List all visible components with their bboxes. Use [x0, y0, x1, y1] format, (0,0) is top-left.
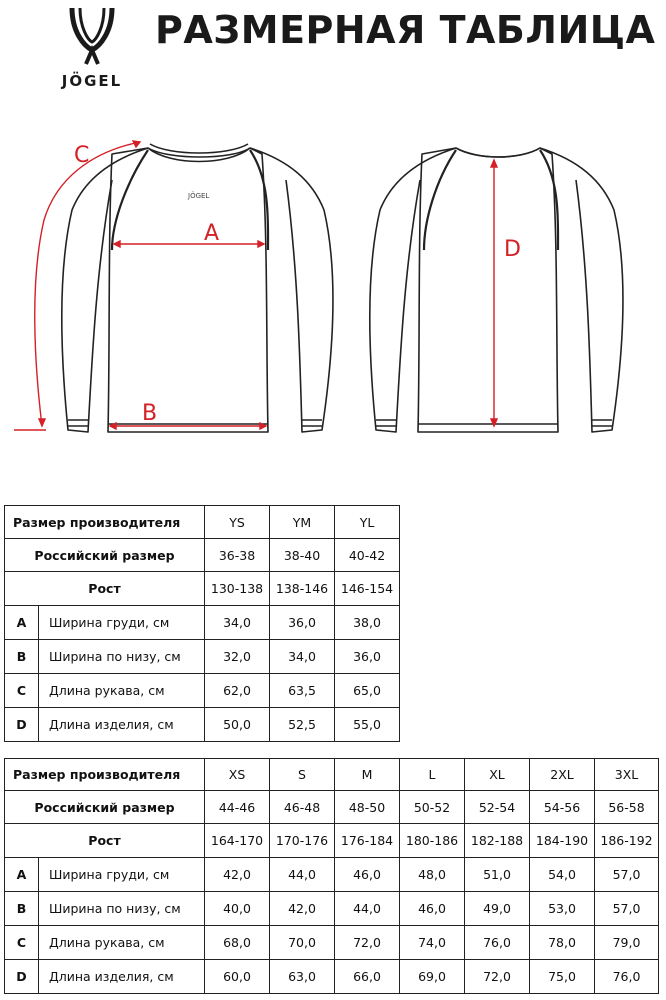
size-cell: XS: [205, 759, 270, 791]
front-left-sleeve: [62, 148, 148, 432]
measure-label: Длина рукава, см: [39, 926, 205, 960]
value-cell: 70,0: [270, 926, 335, 960]
height-cell: 170-176: [270, 824, 335, 858]
russian-size-cell: 54-56: [530, 791, 595, 824]
table-row: [5, 708, 400, 742]
measure-letter: A: [5, 858, 39, 892]
back-body-outline: [418, 148, 558, 432]
back-right-sleeve: [540, 148, 623, 432]
table-row: [5, 926, 659, 960]
value-cell: 62,0: [205, 674, 270, 708]
value-cell: 65,0: [335, 674, 400, 708]
height-cell: 182-188: [465, 824, 530, 858]
measure-letter: B: [5, 892, 39, 926]
front-chest-logo: JÖGEL: [188, 192, 210, 200]
height-cell: 180-186: [400, 824, 465, 858]
measure-label: Ширина груди, см: [39, 606, 205, 640]
measure-letter: B: [5, 640, 39, 674]
measure-label: Ширина груди, см: [39, 858, 205, 892]
value-cell: 44,0: [270, 858, 335, 892]
measure-letter: D: [5, 708, 39, 742]
table-row: [5, 606, 400, 640]
value-cell: 46,0: [400, 892, 465, 926]
header-label: Размер производителя: [5, 759, 205, 791]
value-cell: 36,0: [335, 640, 400, 674]
value-cell: 57,0: [595, 858, 659, 892]
measure-letter: C: [5, 674, 39, 708]
height-cell: 186-192: [595, 824, 659, 858]
value-cell: 69,0: [400, 960, 465, 994]
value-cell: 76,0: [595, 960, 659, 994]
value-cell: 32,0: [205, 640, 270, 674]
header-label: Размер производителя: [5, 506, 205, 539]
value-cell: 78,0: [530, 926, 595, 960]
measure-d: [491, 160, 497, 426]
value-cell: 53,0: [530, 892, 595, 926]
value-cell: 44,0: [335, 892, 400, 926]
measure-label: Ширина по низу, см: [39, 892, 205, 926]
front-view: [62, 144, 333, 432]
value-cell: 63,5: [270, 674, 335, 708]
measure-letter: D: [5, 960, 39, 994]
label-a: A: [204, 221, 220, 246]
height-cell: 146-154: [335, 572, 400, 606]
size-cell: XL: [465, 759, 530, 791]
front-body-outline: [108, 148, 268, 432]
size-table-adult: [4, 758, 659, 994]
brand-name: JÖGEL: [61, 72, 123, 90]
measure-label: Ширина по низу, см: [39, 640, 205, 674]
measure-label: Длина рукава, см: [39, 674, 205, 708]
value-cell: 60,0: [205, 960, 270, 994]
russian-size-cell: 38-40: [270, 539, 335, 572]
back-left-sleeve: [370, 148, 456, 432]
height-label: Рост: [5, 824, 205, 858]
table-row: [5, 960, 659, 994]
size-cell: L: [400, 759, 465, 791]
table-row: [5, 858, 659, 892]
value-cell: 51,0: [465, 858, 530, 892]
value-cell: 72,0: [335, 926, 400, 960]
value-cell: 42,0: [270, 892, 335, 926]
value-cell: 48,0: [400, 858, 465, 892]
label-b: B: [142, 401, 158, 426]
front-right-sleeve: [250, 148, 333, 432]
size-cell: YS: [205, 506, 270, 539]
russian-size-cell: 46-48: [270, 791, 335, 824]
russian-size-cell: 40-42: [335, 539, 400, 572]
russian-size-cell: 56-58: [595, 791, 659, 824]
size-table-youth: [4, 505, 400, 742]
value-cell: 42,0: [205, 858, 270, 892]
value-cell: 36,0: [270, 606, 335, 640]
value-cell: 40,0: [205, 892, 270, 926]
height-cell: 164-170: [205, 824, 270, 858]
value-cell: 52,5: [270, 708, 335, 742]
height-cell: 130-138: [205, 572, 270, 606]
size-cell: M: [335, 759, 400, 791]
value-cell: 66,0: [335, 960, 400, 994]
value-cell: 34,0: [205, 606, 270, 640]
size-cell: YM: [270, 506, 335, 539]
size-cell: 3XL: [595, 759, 659, 791]
value-cell: 75,0: [530, 960, 595, 994]
table-row: [5, 640, 400, 674]
measure-letter: A: [5, 606, 39, 640]
russian-size-cell: 48-50: [335, 791, 400, 824]
height-cell: 184-190: [530, 824, 595, 858]
russian-size-label: Российский размер: [5, 539, 205, 572]
russian-size-cell: 36-38: [205, 539, 270, 572]
russian-size-cell: 44-46: [205, 791, 270, 824]
value-cell: 38,0: [335, 606, 400, 640]
height-cell: 138-146: [270, 572, 335, 606]
value-cell: 55,0: [335, 708, 400, 742]
table-row: [5, 674, 400, 708]
brand-logo-icon: [66, 6, 118, 66]
value-cell: 74,0: [400, 926, 465, 960]
value-cell: 68,0: [205, 926, 270, 960]
measure-label: Длина изделия, см: [39, 960, 205, 994]
size-cell: YL: [335, 506, 400, 539]
label-c: C: [74, 143, 90, 168]
russian-size-cell: 52-54: [465, 791, 530, 824]
russian-size-cell: 50-52: [400, 791, 465, 824]
value-cell: 79,0: [595, 926, 659, 960]
measure-a: [114, 241, 264, 247]
back-collar: [456, 148, 540, 157]
value-cell: 54,0: [530, 858, 595, 892]
measure-label: Длина изделия, см: [39, 708, 205, 742]
russian-size-label: Российский размер: [5, 791, 205, 824]
value-cell: 72,0: [465, 960, 530, 994]
table-row: [5, 892, 659, 926]
back-view: [370, 148, 623, 432]
height-cell: 176-184: [335, 824, 400, 858]
height-label: Рост: [5, 572, 205, 606]
value-cell: 57,0: [595, 892, 659, 926]
brand-logo: [44, 6, 140, 90]
measure-c: [14, 141, 140, 430]
value-cell: 34,0: [270, 640, 335, 674]
label-d: D: [504, 237, 521, 262]
garment-diagram: [0, 120, 666, 450]
value-cell: 76,0: [465, 926, 530, 960]
size-cell: 2XL: [530, 759, 595, 791]
value-cell: 50,0: [205, 708, 270, 742]
measure-letter: C: [5, 926, 39, 960]
value-cell: 63,0: [270, 960, 335, 994]
value-cell: 49,0: [465, 892, 530, 926]
value-cell: 46,0: [335, 858, 400, 892]
page-title: РАЗМЕРНАЯ ТАБЛИЦА: [155, 8, 656, 52]
size-cell: S: [270, 759, 335, 791]
